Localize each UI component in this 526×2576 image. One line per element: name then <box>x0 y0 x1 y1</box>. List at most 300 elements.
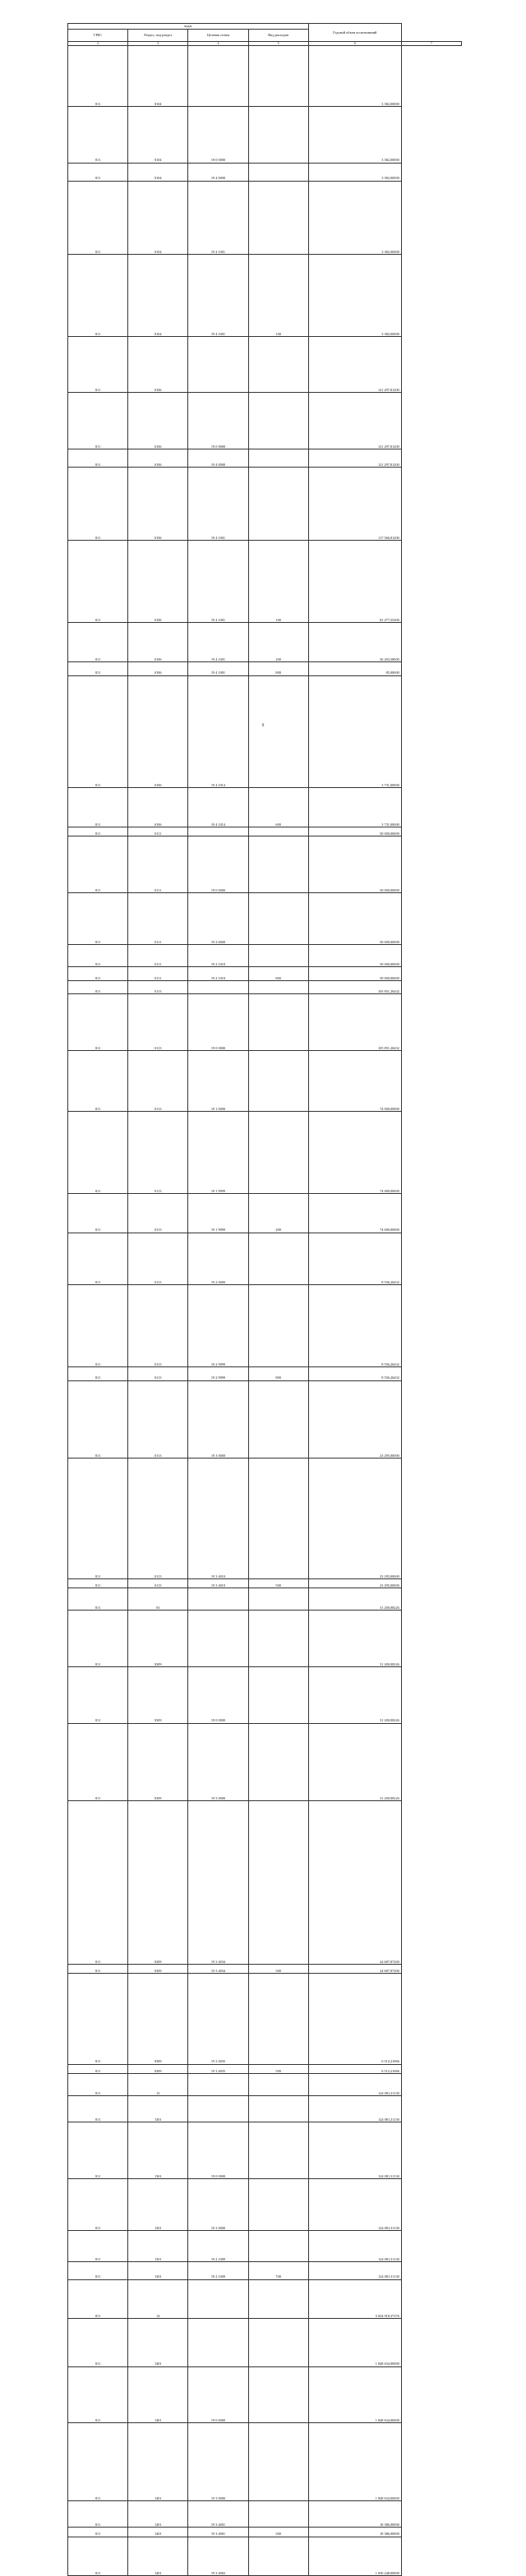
row-target-article: 19 3 4034 <box>188 1964 248 1973</box>
row-expense-kind: 700 <box>248 2261 308 2279</box>
row-grbs-code: 811 <box>68 1964 128 1973</box>
table-row <box>68 892 462 944</box>
table-row <box>68 967 462 981</box>
row-target-article: 19 1 0000 <box>188 1051 248 1112</box>
row-grbs-code: 811 <box>68 2366 128 2423</box>
row-amount: 124 081,31130 <box>308 2261 401 2279</box>
row-grbs-code: 811 <box>68 336 128 393</box>
row-amount: 5 024 918,37376 <box>308 2279 401 2319</box>
row-expense-kind <box>248 2423 308 2501</box>
table-row <box>68 827 462 836</box>
row-section-code: 1301 <box>128 2122 188 2179</box>
row-amount: 121 297,81200 <box>308 336 401 393</box>
row-target-article: 19 4 1014 <box>188 787 248 827</box>
row-amount: 1 848 634,00000 <box>308 2366 401 2423</box>
table-row <box>68 393 462 449</box>
row-grbs-code: 811 <box>68 2261 128 2279</box>
row-amount: 105 851,26432 <box>308 994 401 1051</box>
row-amount: 23 295,00000 <box>308 1380 401 1459</box>
row-section-code: 13 <box>128 2074 188 2096</box>
row-expense-kind: 800 <box>248 662 308 676</box>
row-amount: 31 200,08226 <box>308 1588 401 1611</box>
table-row <box>68 994 462 1051</box>
row-expense-kind: 100 <box>248 254 308 336</box>
row-amount: 81 277,55200 <box>308 541 401 623</box>
row-target-article: 19 3 4035 <box>188 2064 248 2073</box>
row-grbs-code: 811 <box>68 662 128 676</box>
row-grbs-code: 811 <box>68 2231 128 2261</box>
row-amount: 18 386,00000 <box>308 2500 401 2527</box>
row-grbs-code: 811 <box>68 1723 128 1801</box>
row-target-article <box>188 2074 248 2096</box>
row-grbs-code: 811 <box>68 2500 128 2527</box>
row-target-article: 19 0 0000 <box>188 2366 248 2423</box>
row-grbs-code: 811 <box>68 836 128 893</box>
row-amount: 50 000,00000 <box>308 836 401 893</box>
row-grbs-code: 811 <box>68 181 128 254</box>
row-section-code: 0106 <box>128 393 188 449</box>
row-expense-kind: 500 <box>248 2064 308 2073</box>
table-row <box>68 1588 462 1611</box>
row-expense-kind <box>248 1723 308 1801</box>
table-row <box>68 787 462 827</box>
row-expense-kind: 500 <box>248 1578 308 1588</box>
row-target-article: 19 0 0000 <box>188 107 248 164</box>
row-target-article: 19 3 4034 <box>188 1801 248 1965</box>
row-target-article: 19 4 0000 <box>188 449 248 468</box>
row-target-article: 19 2 0000 <box>188 892 248 944</box>
row-amount: 3 382,00000 <box>308 254 401 336</box>
row-amount: 3 382,00000 <box>308 46 401 107</box>
row-expense-kind <box>248 2366 308 2423</box>
row-amount: 1 830 248,00000 <box>308 2537 401 2576</box>
row-amount: 50 000,00000 <box>308 945 401 967</box>
row-amount: 18 386,00000 <box>308 2528 401 2537</box>
row-target-article: 19 3 4001 <box>188 2528 248 2537</box>
row-grbs-code: 811 <box>68 1193 128 1233</box>
row-expense-kind <box>248 467 308 540</box>
row-expense-kind <box>248 393 308 449</box>
column-index-cell: 7 <box>401 42 461 46</box>
row-amount: 1 848 634,00000 <box>308 2423 401 2501</box>
row-expense-kind <box>248 1111 308 1193</box>
table-row <box>68 1801 462 1965</box>
row-expense-kind <box>248 1611 308 1667</box>
row-grbs-code: 811 <box>68 46 128 107</box>
row-section-code: 0106 <box>128 623 188 662</box>
row-grbs-code: 811 <box>68 2096 128 2122</box>
row-section-code: 0104 <box>128 46 188 107</box>
row-section-code: 03 <box>128 1588 188 1611</box>
row-section-code: 0106 <box>128 336 188 393</box>
row-section-code: 0113 <box>128 1366 188 1380</box>
row-amount: 6 512,21066 <box>308 2064 401 2073</box>
row-amount: 124 081,31130 <box>308 2178 401 2230</box>
row-target-article: 19 1 9999 <box>188 1193 248 1233</box>
row-grbs-code: 811 <box>68 1380 128 1459</box>
row-target-article: 19 2 0000 <box>188 2178 248 2230</box>
row-expense-kind <box>248 181 308 254</box>
row-grbs-code: 811 <box>68 787 128 827</box>
table-row <box>68 1366 462 1380</box>
row-target-article: 19 4 1014 <box>188 675 248 787</box>
row-grbs-code: 811 <box>68 2528 128 2537</box>
table-row <box>68 541 462 623</box>
header-annual-volume: Годовой объем ассигнований <box>308 24 401 42</box>
row-grbs-code: 811 <box>68 2064 128 2073</box>
row-target-article: 19 2 1009 <box>188 2261 248 2279</box>
row-section-code: 0113 <box>128 1233 188 1284</box>
row-grbs-code: 811 <box>68 163 128 181</box>
row-grbs-code: 811 <box>68 675 128 787</box>
row-expense-kind <box>248 1051 308 1112</box>
row-target-article: 19 0 0000 <box>188 2122 248 2179</box>
row-grbs-code: 811 <box>68 2319 128 2366</box>
row-section-code: 1401 <box>128 2366 188 2423</box>
table-row <box>68 2122 462 2179</box>
row-section-code: 1401 <box>128 2319 188 2366</box>
table-row <box>68 2279 462 2319</box>
row-section-code: 0111 <box>128 892 188 944</box>
row-amount: 31 200,08226 <box>308 1666 401 1723</box>
row-expense-kind: 200 <box>248 623 308 662</box>
header-section: Раздел, под-раздел <box>128 30 188 42</box>
row-grbs-code: 811 <box>68 980 128 994</box>
row-amount: 31 200,08226 <box>308 1723 401 1801</box>
row-target-article <box>188 2319 248 2366</box>
row-amount: 8 556,26432 <box>308 1366 401 1380</box>
row-section-code: 1301 <box>128 2178 188 2230</box>
row-expense-kind <box>248 980 308 994</box>
row-grbs-code: 811 <box>68 945 128 967</box>
row-section-code: 0113 <box>128 980 188 994</box>
table-row <box>68 662 462 676</box>
row-section-code: 0113 <box>128 1380 188 1459</box>
row-section-code: 0106 <box>128 787 188 827</box>
row-grbs-code: 811 <box>68 1578 128 1588</box>
row-expense-kind <box>248 994 308 1051</box>
row-section-code: 1401 <box>128 2528 188 2537</box>
row-target-article: 19 4 1001 <box>188 541 248 623</box>
row-expense-kind <box>248 1459 308 1579</box>
row-target-article: 19 3 0000 <box>188 1380 248 1459</box>
table-row <box>68 1380 462 1459</box>
table-row <box>68 2064 462 2073</box>
table-row <box>68 1051 462 1112</box>
row-grbs-code: 811 <box>68 254 128 336</box>
row-amount: 3 382,00000 <box>308 181 401 254</box>
row-expense-kind <box>248 1285 308 1367</box>
table-row <box>68 1111 462 1193</box>
row-expense-kind <box>248 2178 308 2230</box>
row-expense-kind <box>248 1588 308 1611</box>
row-expense-kind <box>248 2319 308 2366</box>
table-row <box>68 163 462 181</box>
row-target-article: 19 3 4002 <box>188 2537 248 2576</box>
row-grbs-code: 811 <box>68 1666 128 1723</box>
page-number: 9 <box>261 723 265 728</box>
column-index-cell: 4 <box>188 42 248 46</box>
row-section-code: 1301 <box>128 2096 188 2122</box>
row-expense-kind <box>248 1974 308 2064</box>
row-target-article: 19 4 1001 <box>188 662 248 676</box>
row-section-code: 0106 <box>128 449 188 468</box>
row-target-article: 19 3 0000 <box>188 1723 248 1801</box>
table-row <box>68 1974 462 2064</box>
row-grbs-code: 811 <box>68 467 128 540</box>
row-grbs-code: 811 <box>68 1366 128 1380</box>
row-section-code: 0104 <box>128 163 188 181</box>
row-section-code: 1301 <box>128 2261 188 2279</box>
table-row <box>68 467 462 540</box>
row-grbs-code: 811 <box>68 623 128 662</box>
table-row <box>68 675 462 787</box>
row-section-code: 0106 <box>128 541 188 623</box>
table-row <box>68 2528 462 2537</box>
row-target-article: 19 4 1001 <box>188 623 248 662</box>
table-row <box>68 2537 462 2576</box>
row-expense-kind <box>248 46 308 107</box>
header-codes: коды <box>68 24 309 30</box>
row-section-code: 14 <box>128 2279 188 2319</box>
table-row <box>68 2074 462 2096</box>
row-amount: 124 081,31130 <box>308 2096 401 2122</box>
table-row <box>68 1723 462 1801</box>
row-expense-kind <box>248 2096 308 2122</box>
row-section-code: 0309 <box>128 1723 188 1801</box>
row-section-code: 0113 <box>128 994 188 1051</box>
row-amount: 124 081,31130 <box>308 2122 401 2179</box>
row-amount: 105 851,26432 <box>308 980 401 994</box>
row-amount: 50 000,00000 <box>308 827 401 836</box>
row-expense-kind <box>248 1380 308 1459</box>
row-section-code: 0113 <box>128 1193 188 1233</box>
row-expense-kind: 200 <box>248 1193 308 1233</box>
row-section-code: 1401 <box>128 2423 188 2501</box>
row-grbs-code: 811 <box>68 1111 128 1193</box>
row-amount: 3 731,00000 <box>308 787 401 827</box>
row-target-article: 19 2 1010 <box>188 945 248 967</box>
row-amount: 3 382,00000 <box>308 163 401 181</box>
row-amount: 74 000,00000 <box>308 1111 401 1193</box>
column-index-cell: 3 <box>128 42 188 46</box>
row-grbs-code: 811 <box>68 967 128 981</box>
row-amount: 8 556,26432 <box>308 1233 401 1284</box>
row-expense-kind <box>248 2537 308 2576</box>
table-row <box>68 336 462 393</box>
table-row <box>68 1964 462 1973</box>
row-target-article: 19 3 4010 <box>188 1578 248 1588</box>
row-grbs-code: 811 <box>68 2074 128 2096</box>
row-target-article: 19 3 4035 <box>188 1974 248 2064</box>
row-section-code: 0309 <box>128 1611 188 1667</box>
row-expense-kind: 100 <box>248 541 308 623</box>
row-amount: 24 687,87200 <box>308 1801 401 1965</box>
row-section-code: 1401 <box>128 2500 188 2527</box>
row-section-code: 0104 <box>128 107 188 164</box>
row-amount: 24 687,87200 <box>308 1964 401 1973</box>
row-amount: 121 297,81200 <box>308 393 401 449</box>
row-grbs-code: 811 <box>68 2423 128 2501</box>
row-amount: 74 000,00000 <box>308 1193 401 1233</box>
table-row <box>68 1666 462 1723</box>
row-amount: 23 295,00000 <box>308 1459 401 1579</box>
table-row <box>68 980 462 994</box>
row-amount: 85,00000 <box>308 662 401 676</box>
column-index-cell: 6 <box>308 42 401 46</box>
row-section-code: 0113 <box>128 1459 188 1579</box>
table-row <box>68 1578 462 1588</box>
row-expense-kind <box>248 836 308 893</box>
row-expense-kind: 500 <box>248 1964 308 1973</box>
row-grbs-code: 811 <box>68 994 128 1051</box>
row-target-article: 19 0 0000 <box>188 836 248 893</box>
row-amount: 3 382,00000 <box>308 107 401 164</box>
row-section-code: 0111 <box>128 945 188 967</box>
row-section-code: 0309 <box>128 1666 188 1723</box>
table-row <box>68 945 462 967</box>
row-section-code: 0106 <box>128 675 188 787</box>
row-amount: 6 512,21066 <box>308 1974 401 2064</box>
row-grbs-code: 811 <box>68 1285 128 1367</box>
row-target-article <box>188 2096 248 2122</box>
row-grbs-code: 811 <box>68 393 128 449</box>
row-expense-kind <box>248 2231 308 2261</box>
row-expense-kind <box>248 449 308 468</box>
row-expense-kind <box>248 2122 308 2179</box>
row-amount: 1 848 634,00000 <box>308 2319 401 2366</box>
table-row <box>68 1285 462 1367</box>
table-row <box>68 1611 462 1667</box>
row-grbs-code: 811 <box>68 1611 128 1667</box>
table-header <box>68 24 462 46</box>
table-row <box>68 2423 462 2501</box>
row-section-code: 0106 <box>128 467 188 540</box>
row-section-code: 0113 <box>128 1111 188 1193</box>
row-target-article: 19 4 1001 <box>188 181 248 254</box>
row-section-code: 0113 <box>128 1578 188 1588</box>
row-grbs-code: 811 <box>68 449 128 468</box>
row-amount: 117 566,81200 <box>308 467 401 540</box>
row-grbs-code: 811 <box>68 1974 128 2064</box>
row-grbs-code: 811 <box>68 1233 128 1284</box>
row-grbs-code: 811 <box>68 2178 128 2230</box>
header-grbs: ГРБС <box>68 30 128 42</box>
row-section-code: 0309 <box>128 1801 188 1965</box>
row-section-code: 0104 <box>128 181 188 254</box>
row-grbs-code: 811 <box>68 892 128 944</box>
row-grbs-code: 811 <box>68 1459 128 1579</box>
row-target-article: 19 3 0000 <box>188 2423 248 2501</box>
row-expense-kind <box>248 1666 308 1723</box>
row-expense-kind: 800 <box>248 967 308 981</box>
table-row <box>68 107 462 164</box>
row-target-article: 19 4 1001 <box>188 254 248 336</box>
row-grbs-code: 811 <box>68 1051 128 1112</box>
table-row <box>68 1193 462 1233</box>
row-target-article: 19 0 0000 <box>188 1666 248 1723</box>
row-amount: 8 556,26432 <box>308 1285 401 1367</box>
row-target-article: 19 4 0000 <box>188 163 248 181</box>
row-amount: 36 203,58000 <box>308 623 401 662</box>
row-amount: 23 295,00000 <box>308 1578 401 1588</box>
table-body <box>68 46 462 2576</box>
row-section-code: 0309 <box>128 1974 188 2064</box>
row-expense-kind <box>248 945 308 967</box>
row-expense-kind: 500 <box>248 2528 308 2537</box>
header-expense-kind: Вид расходов <box>248 30 308 42</box>
row-amount: 31 200,08226 <box>308 1611 401 1667</box>
row-target-article <box>188 980 248 994</box>
row-target-article: 19 3 4001 <box>188 2500 248 2527</box>
row-expense-kind <box>248 2279 308 2319</box>
row-grbs-code: 811 <box>68 107 128 164</box>
row-expense-kind: 800 <box>248 1366 308 1380</box>
row-expense-kind <box>248 163 308 181</box>
row-expense-kind <box>248 2074 308 2096</box>
row-amount: 124 081,31130 <box>308 2074 401 2096</box>
row-section-code: 0113 <box>128 1051 188 1112</box>
row-section-code: 1301 <box>128 2231 188 2261</box>
row-section-code: 0111 <box>128 827 188 836</box>
table-row <box>68 623 462 662</box>
row-target-article <box>188 1611 248 1667</box>
table-row <box>68 2096 462 2122</box>
row-target-article <box>188 827 248 836</box>
row-target-article <box>188 336 248 393</box>
row-section-code: 1401 <box>128 2537 188 2576</box>
column-index-cell: 2 <box>68 42 128 46</box>
table-row <box>68 2319 462 2366</box>
row-grbs-code: 811 <box>68 827 128 836</box>
row-expense-kind <box>248 827 308 836</box>
row-target-article: 19 2 9999 <box>188 1285 248 1367</box>
table-row <box>68 2500 462 2527</box>
table-row <box>68 181 462 254</box>
row-expense-kind <box>248 107 308 164</box>
row-amount: 74 000,00000 <box>308 1051 401 1112</box>
row-expense-kind <box>248 336 308 393</box>
row-target-article: 19 2 1010 <box>188 967 248 981</box>
row-section-code: 0309 <box>128 1964 188 1973</box>
row-section-code: 0104 <box>128 254 188 336</box>
row-target-article: 19 0 0000 <box>188 393 248 449</box>
row-target-article: 19 2 0000 <box>188 1233 248 1284</box>
row-expense-kind: 600 <box>248 787 308 827</box>
row-section-code: 0111 <box>128 836 188 893</box>
table-row <box>68 2178 462 2230</box>
row-section-code: 0309 <box>128 2064 188 2073</box>
row-target-article <box>188 2279 248 2319</box>
row-section-code: 0111 <box>128 967 188 981</box>
budget-table <box>67 23 462 2576</box>
column-index-cell: 5 <box>248 42 308 46</box>
table-row <box>68 2366 462 2423</box>
row-section-code: 0113 <box>128 1285 188 1367</box>
header-target-article: Целевая статья <box>188 30 248 42</box>
table-row <box>68 46 462 107</box>
table-row <box>68 836 462 893</box>
table-row <box>68 1459 462 1579</box>
row-grbs-code: 811 <box>68 1801 128 1965</box>
row-section-code: 0106 <box>128 662 188 676</box>
row-grbs-code: 811 <box>68 1588 128 1611</box>
budget-document <box>67 23 462 2576</box>
row-target-article: 19 0 0000 <box>188 994 248 1051</box>
row-grbs-code: 811 <box>68 2122 128 2179</box>
table-row <box>68 449 462 468</box>
row-amount: 121 297,81200 <box>308 449 401 468</box>
